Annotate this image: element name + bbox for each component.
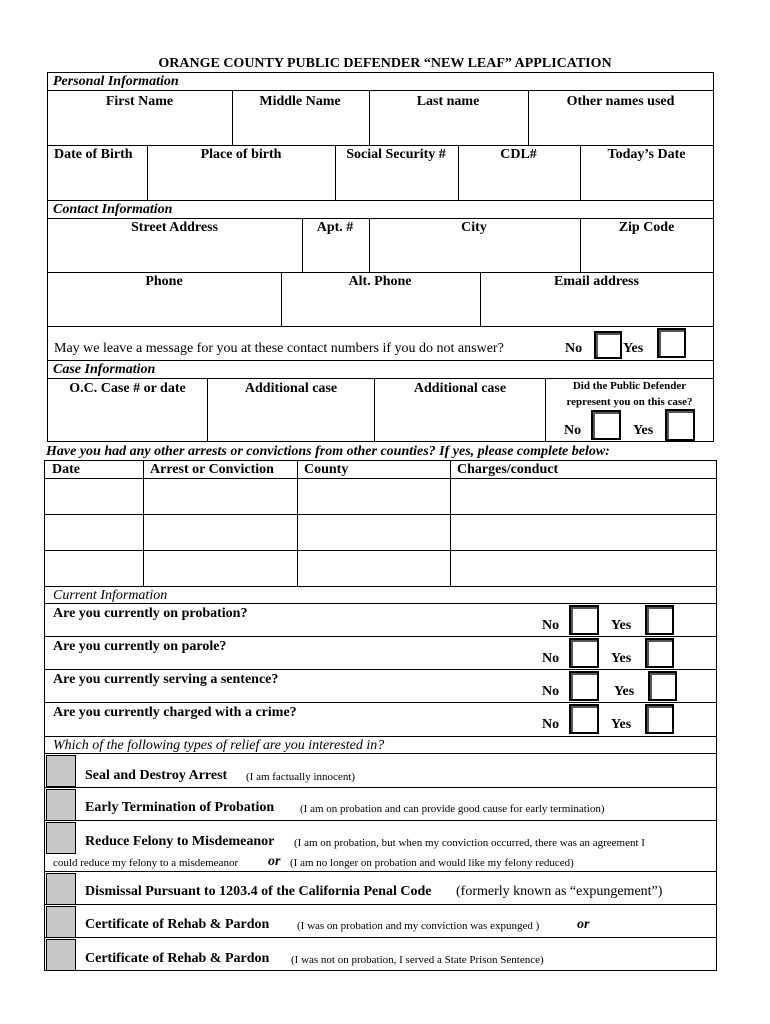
- relief-early-termination-label: Early Termination of Probation: [85, 800, 275, 815]
- zip-label: Zip Code: [618, 220, 675, 235]
- message-no-label: No: [565, 341, 583, 356]
- message-yes-label: Yes: [623, 341, 644, 356]
- charged-no-label: No: [542, 717, 560, 732]
- message-no-checkbox[interactable]: [594, 331, 622, 359]
- relief-seal-checkbox[interactable]: [46, 755, 76, 787]
- frame-line: [713, 72, 714, 441]
- probation-no-checkbox[interactable]: [569, 605, 599, 635]
- sentence-yes-label: Yes: [614, 684, 635, 699]
- relief-rehab-prison-note: (I was not on probation, I served a State Prison Sentence): [291, 954, 544, 966]
- alt-phone-label: Alt. Phone: [348, 274, 412, 289]
- pd-no-label: No: [564, 423, 582, 438]
- charged-question: Are you currently charged with a crime?: [53, 705, 297, 720]
- probation-yes-checkbox[interactable]: [645, 605, 674, 635]
- relief-reduce-felony-label: Reduce Felony to Misdemeanor: [85, 834, 275, 849]
- col-charges: Charges/conduct: [457, 462, 559, 477]
- relief-rehab-expunged-label: Certificate of Rehab & Pardon: [85, 917, 270, 932]
- relief-rehab-expunged-note: (I was on probation and my conviction was expunged ): [297, 920, 540, 932]
- charged-yes-label: Yes: [611, 717, 632, 732]
- today-date-label: Today’s Date: [607, 147, 686, 162]
- charged-yes-checkbox[interactable]: [645, 704, 674, 734]
- first-name-label: First Name: [105, 94, 174, 109]
- pd-question-line1: Did the Public Defender: [572, 380, 687, 392]
- pd-question-line2: represent you on this case?: [566, 396, 693, 408]
- relief-seal-label: Seal and Destroy Arrest: [85, 768, 228, 783]
- relief-heading: Which of the following types of relief are you interested in?: [53, 738, 385, 753]
- sentence-question: Are you currently serving a sentence?: [53, 672, 279, 687]
- relief-early-termination-note: (I am on probation and can provide good cause for early termination): [300, 803, 605, 815]
- col-arrest: Arrest or Conviction: [150, 462, 274, 477]
- relief-early-termination-checkbox[interactable]: [46, 789, 76, 821]
- cdl-label: CDL#: [500, 147, 537, 162]
- pd-no-checkbox[interactable]: [591, 410, 621, 440]
- ssn-label: Social Security #: [346, 147, 446, 162]
- parole-yes-checkbox[interactable]: [645, 638, 674, 668]
- middle-name-label: Middle Name: [259, 94, 341, 109]
- col-date: Date: [52, 462, 80, 477]
- arrests-question: Have you had any other arrests or convictions from other counties? If yes, please complete below:: [46, 444, 610, 459]
- relief-reduce-felony-checkbox[interactable]: [46, 822, 76, 854]
- relief-reduce-felony-line2a: could reduce my felony to a misdemeanor: [53, 857, 239, 869]
- parole-no-label: No: [542, 651, 560, 666]
- relief-seal-note: (I am factually innocent): [246, 771, 356, 783]
- city-label: City: [461, 220, 487, 235]
- sentence-no-checkbox[interactable]: [569, 671, 599, 701]
- parole-no-checkbox[interactable]: [569, 638, 599, 668]
- current-heading: Current Information: [53, 588, 168, 603]
- phone-label: Phone: [145, 274, 183, 289]
- relief-dismissal-checkbox[interactable]: [46, 873, 76, 905]
- form-title: ORANGE COUNTY PUBLIC DEFENDER “NEW LEAF” APPLICATION: [158, 56, 612, 71]
- additional-case-2-label: Additional case: [413, 381, 507, 396]
- message-yes-checkbox[interactable]: [657, 328, 686, 358]
- relief-reduce-felony-note: (I am on probation, but when my conviction occurred, there was an agreement I: [294, 837, 645, 849]
- email-label: Email address: [554, 274, 639, 289]
- relief-dismissal-note: (formerly known as “expungement”): [456, 884, 663, 899]
- oc-case-label: O.C. Case # or date: [69, 381, 186, 396]
- case-heading: Case Information: [53, 362, 156, 377]
- additional-case-1-label: Additional case: [244, 381, 338, 396]
- pd-yes-checkbox[interactable]: [665, 409, 695, 441]
- probation-no-label: No: [542, 618, 560, 633]
- relief-reduce-felony-line2b: (I am no longer on probation and would like my felony reduced): [290, 857, 574, 869]
- relief-rehab-expunged-or: or: [577, 917, 590, 932]
- frame-line: [47, 72, 714, 73]
- relief-rehab-expunged-checkbox[interactable]: [46, 906, 76, 938]
- parole-question: Are you currently on parole?: [53, 639, 227, 654]
- message-question: May we leave a message for you at these contact numbers if you do not answer?: [54, 341, 504, 356]
- relief-rehab-prison-checkbox[interactable]: [46, 939, 76, 971]
- apt-label: Apt. #: [316, 220, 354, 235]
- relief-reduce-felony-or: or: [268, 854, 281, 869]
- sentence-yes-checkbox[interactable]: [648, 671, 677, 701]
- pd-yes-label: Yes: [633, 423, 654, 438]
- dob-label: Date of Birth: [54, 147, 133, 162]
- parole-yes-label: Yes: [611, 651, 632, 666]
- probation-question: Are you currently on probation?: [53, 606, 248, 621]
- other-names-label: Other names used: [566, 94, 675, 109]
- col-county: County: [304, 462, 349, 477]
- street-label: Street Address: [131, 220, 218, 235]
- probation-yes-label: Yes: [611, 618, 632, 633]
- personal-heading: Personal Information: [53, 74, 179, 89]
- sentence-no-label: No: [542, 684, 560, 699]
- pob-label: Place of birth: [200, 147, 282, 162]
- last-name-label: Last name: [416, 94, 480, 109]
- contact-heading: Contact Information: [53, 202, 173, 217]
- relief-dismissal-label: Dismissal Pursuant to 1203.4 of the California Penal Code: [85, 884, 432, 899]
- charged-no-checkbox[interactable]: [569, 704, 599, 734]
- relief-rehab-prison-label: Certificate of Rehab & Pardon: [85, 951, 270, 966]
